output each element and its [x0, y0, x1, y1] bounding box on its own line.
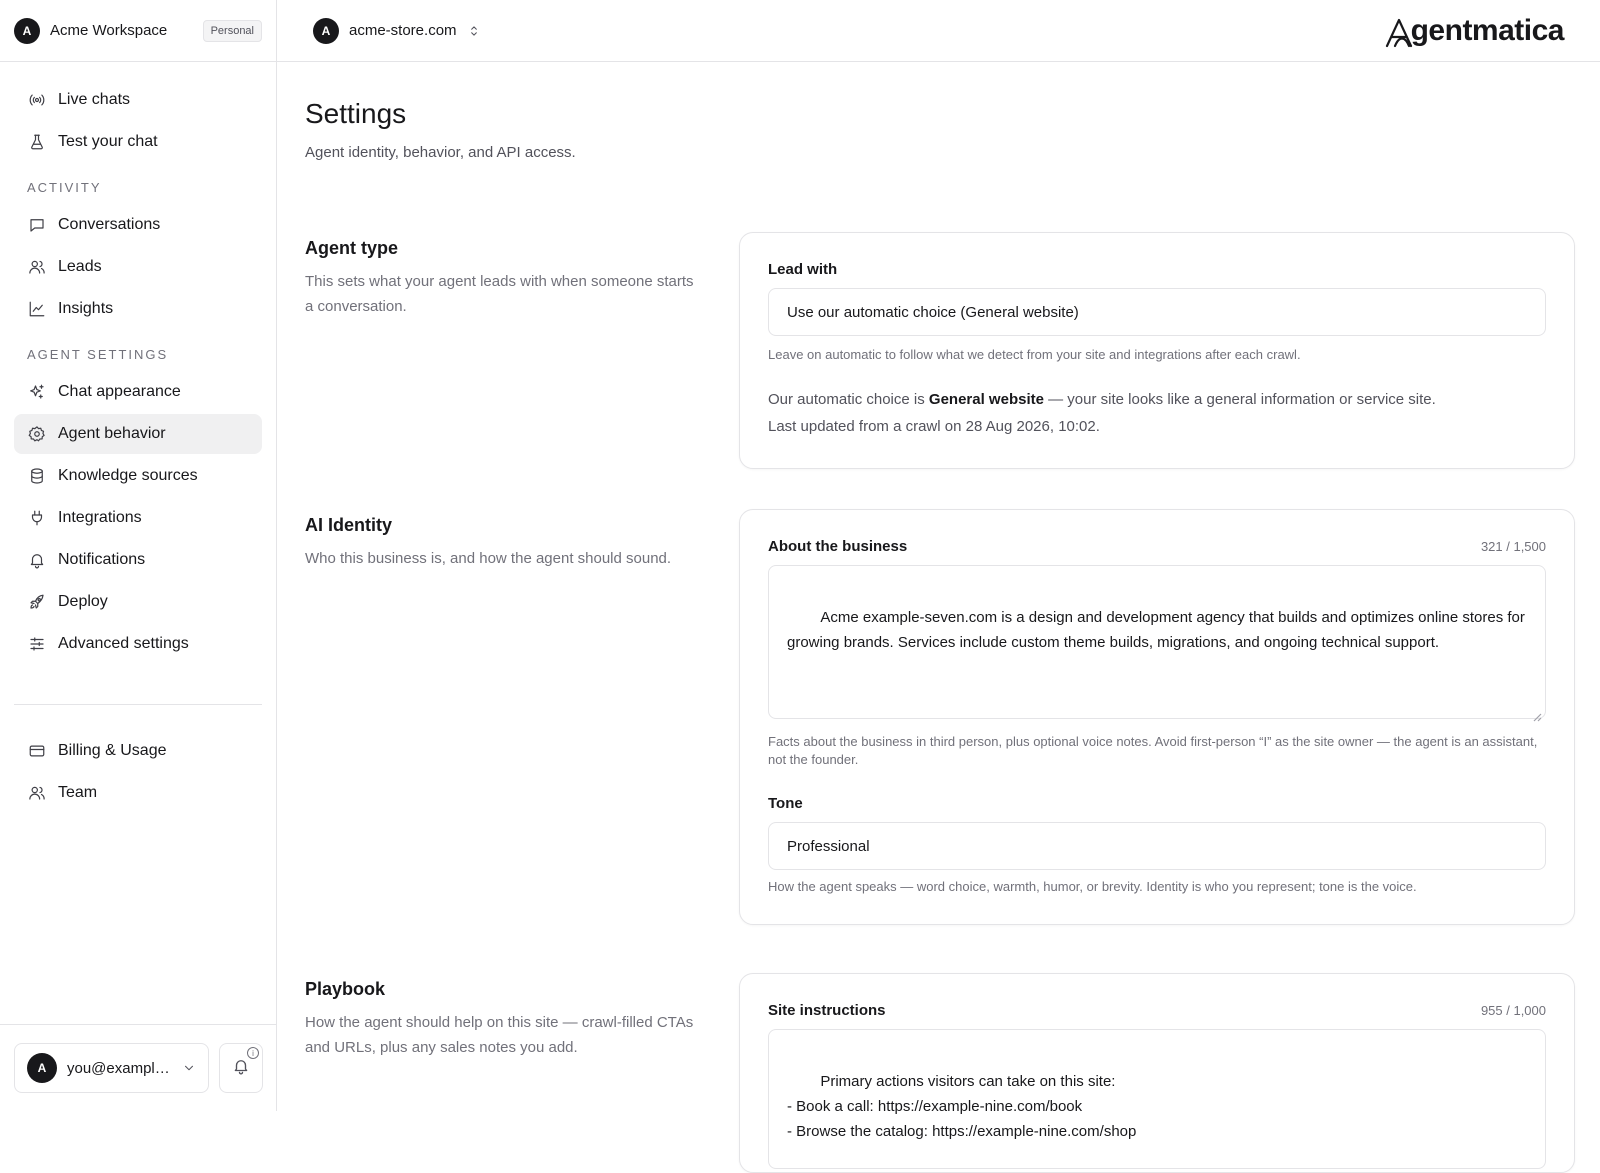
site-switcher[interactable] [313, 18, 481, 44]
sidebar-item-label: Insights [58, 300, 114, 317]
workspace-avatar: A [14, 18, 40, 44]
automatic-choice-note [768, 386, 1546, 440]
sidebar-item-live-chats[interactable] [14, 80, 262, 120]
section-description: This sets what your agent leads with when someone starts a conversation. [305, 273, 694, 315]
sidebar-item-billing-usage[interactable] [14, 731, 262, 771]
bell-icon [232, 1057, 250, 1080]
sidebar-footer [0, 1024, 277, 1111]
credit-card-icon [28, 742, 46, 760]
bell-icon [28, 551, 46, 569]
user-avatar: A [27, 1053, 57, 1083]
user-menu-button[interactable] [14, 1043, 209, 1093]
line-chart-icon [28, 300, 46, 318]
site-instructions-text: Primary actions visitors can take on this site: - Book a call: https://example-nine.com/book - Browse the catalog: https://example-nine.com/shop [787, 1073, 1137, 1140]
chevron-down-icon [182, 1061, 196, 1075]
auto-prefix: Our automatic choice is [768, 391, 929, 408]
flask-icon [28, 133, 46, 151]
sidebar-item-conversations[interactable] [14, 205, 262, 245]
sidebar [0, 0, 277, 1111]
sidebar-item-label: Test your chat [58, 133, 158, 150]
sidebar-item-integrations[interactable] [14, 498, 262, 538]
sidebar-item-label: Advanced settings [58, 635, 189, 652]
sparkles-icon [28, 383, 46, 401]
sidebar-item-notifications[interactable] [14, 540, 262, 580]
plug-icon [28, 509, 46, 527]
database-icon [28, 467, 46, 485]
section-description: How the agent should help on this site — crawl-filled CTAs and URLs, plus any sales notes you add. [305, 1014, 694, 1056]
sidebar-item-test-your-chat[interactable] [14, 122, 262, 162]
sidebar-item-label: Chat appearance [58, 383, 181, 400]
section-description: Who this business is, and how the agent should sound. [305, 550, 672, 567]
sidebar-item-label: Team [58, 784, 98, 801]
plan-badge: Personal [203, 20, 262, 42]
site-name: acme-store.com [349, 22, 457, 39]
notifications-button[interactable] [219, 1043, 263, 1093]
sidebar-item-advanced-settings[interactable] [14, 624, 262, 664]
user-email: you@exampl… [67, 1059, 170, 1077]
sidebar-item-insights[interactable] [14, 289, 262, 329]
tone-input[interactable]: Professional [768, 822, 1546, 870]
sliders-icon [28, 635, 46, 653]
sidebar-item-label: Notifications [58, 551, 146, 568]
sidebar-nav [0, 62, 276, 664]
lead-with-label: Lead with [768, 261, 838, 278]
sidebar-divider [14, 704, 262, 705]
lead-with-select[interactable]: Use our automatic choice (General website) [768, 288, 1546, 336]
site-avatar: A [313, 18, 339, 44]
page-subtitle: Agent identity, behavior, and API access. [305, 144, 576, 161]
sidebar-item-deploy[interactable] [14, 582, 262, 622]
sidebar-item-label: Billing & Usage [58, 742, 167, 759]
sidebar-item-label: Conversations [58, 216, 161, 233]
section-title: Agent type [305, 238, 399, 258]
broadcast-icon [28, 91, 46, 109]
tone-hint: How the agent speaks — word choice, warmth, humor, or brevity. Identity is who you represent; tone is the voice. [768, 879, 1417, 894]
workspace-switcher[interactable] [0, 0, 276, 62]
section-title: AI Identity [305, 515, 393, 535]
section-title: Playbook [305, 979, 386, 999]
about-business-text: Acme example-seven.com is a design and development agency that builds and optimizes online stores for growing brands. Services include custom theme builds, migrations, and ongoing technical support. [787, 609, 1530, 651]
sidebar-item-label: Live chats [58, 91, 131, 108]
top-bar [277, 0, 1600, 62]
sidebar-item-label: Leads [58, 258, 102, 275]
sidebar-item-label: Deploy [58, 593, 108, 610]
workspace-name: Acme Workspace [50, 22, 168, 39]
site-instructions-textarea[interactable] [768, 1029, 1546, 1169]
section-heading-activity: ACTIVITY [27, 180, 102, 195]
tone-label: Tone [768, 795, 803, 812]
auto-choice-value: General website [928, 391, 1044, 408]
main-content [305, 62, 1575, 1140]
ai-identity-card [739, 509, 1575, 925]
agent-type-card [739, 232, 1575, 469]
sidebar-item-label: Integrations [58, 509, 142, 526]
site-instructions-label: Site instructions [768, 1002, 886, 1019]
sidebar-bottom-nav [0, 731, 276, 813]
gear-icon [28, 425, 46, 443]
rocket-icon [28, 593, 46, 611]
section-heading-agent-settings: AGENT SETTINGS [27, 347, 169, 362]
lead-with-hint: Leave on automatic to follow what we detect from your site and integrations after each crawl. [768, 347, 1301, 362]
about-business-hint: Facts about the business in third person, plus optional voice notes. Avoid first-person “I” as the site owner — the agent is an assistant, not the founder. [768, 734, 1538, 767]
auto-suffix: — your site looks like a general information or service site. [1043, 391, 1436, 408]
about-business-textarea[interactable] [768, 565, 1546, 719]
about-business-counter: 321 / 1,500 [1480, 539, 1546, 554]
sidebar-item-knowledge-sources[interactable] [14, 456, 262, 496]
sidebar-item-agent-behavior[interactable] [14, 414, 262, 454]
users-icon [28, 258, 46, 276]
sidebar-item-label: Knowledge sources [58, 467, 198, 484]
sidebar-item-label: Agent behavior [58, 425, 166, 442]
logo-text: gentmatica [1410, 13, 1564, 47]
info-icon: i [247, 1047, 259, 1059]
site-instructions-counter: 955 / 1,000 [1480, 1003, 1546, 1018]
sidebar-item-team[interactable] [14, 773, 262, 813]
resize-handle-icon[interactable] [1532, 705, 1542, 715]
sidebar-item-chat-appearance[interactable] [14, 372, 262, 412]
chevron-up-down-icon [467, 24, 481, 38]
users-icon [28, 784, 46, 802]
last-updated: Last updated from a crawl on 28 Aug 2026, 10:02. [768, 418, 1100, 435]
about-business-label: About the business [768, 538, 908, 555]
page-title: Settings [305, 98, 407, 129]
logo-a-mark-icon [1385, 18, 1413, 48]
chat-bubble-icon [28, 216, 46, 234]
brand-logo [1385, 14, 1564, 48]
playbook-card [739, 973, 1575, 1173]
sidebar-item-leads[interactable] [14, 247, 262, 287]
